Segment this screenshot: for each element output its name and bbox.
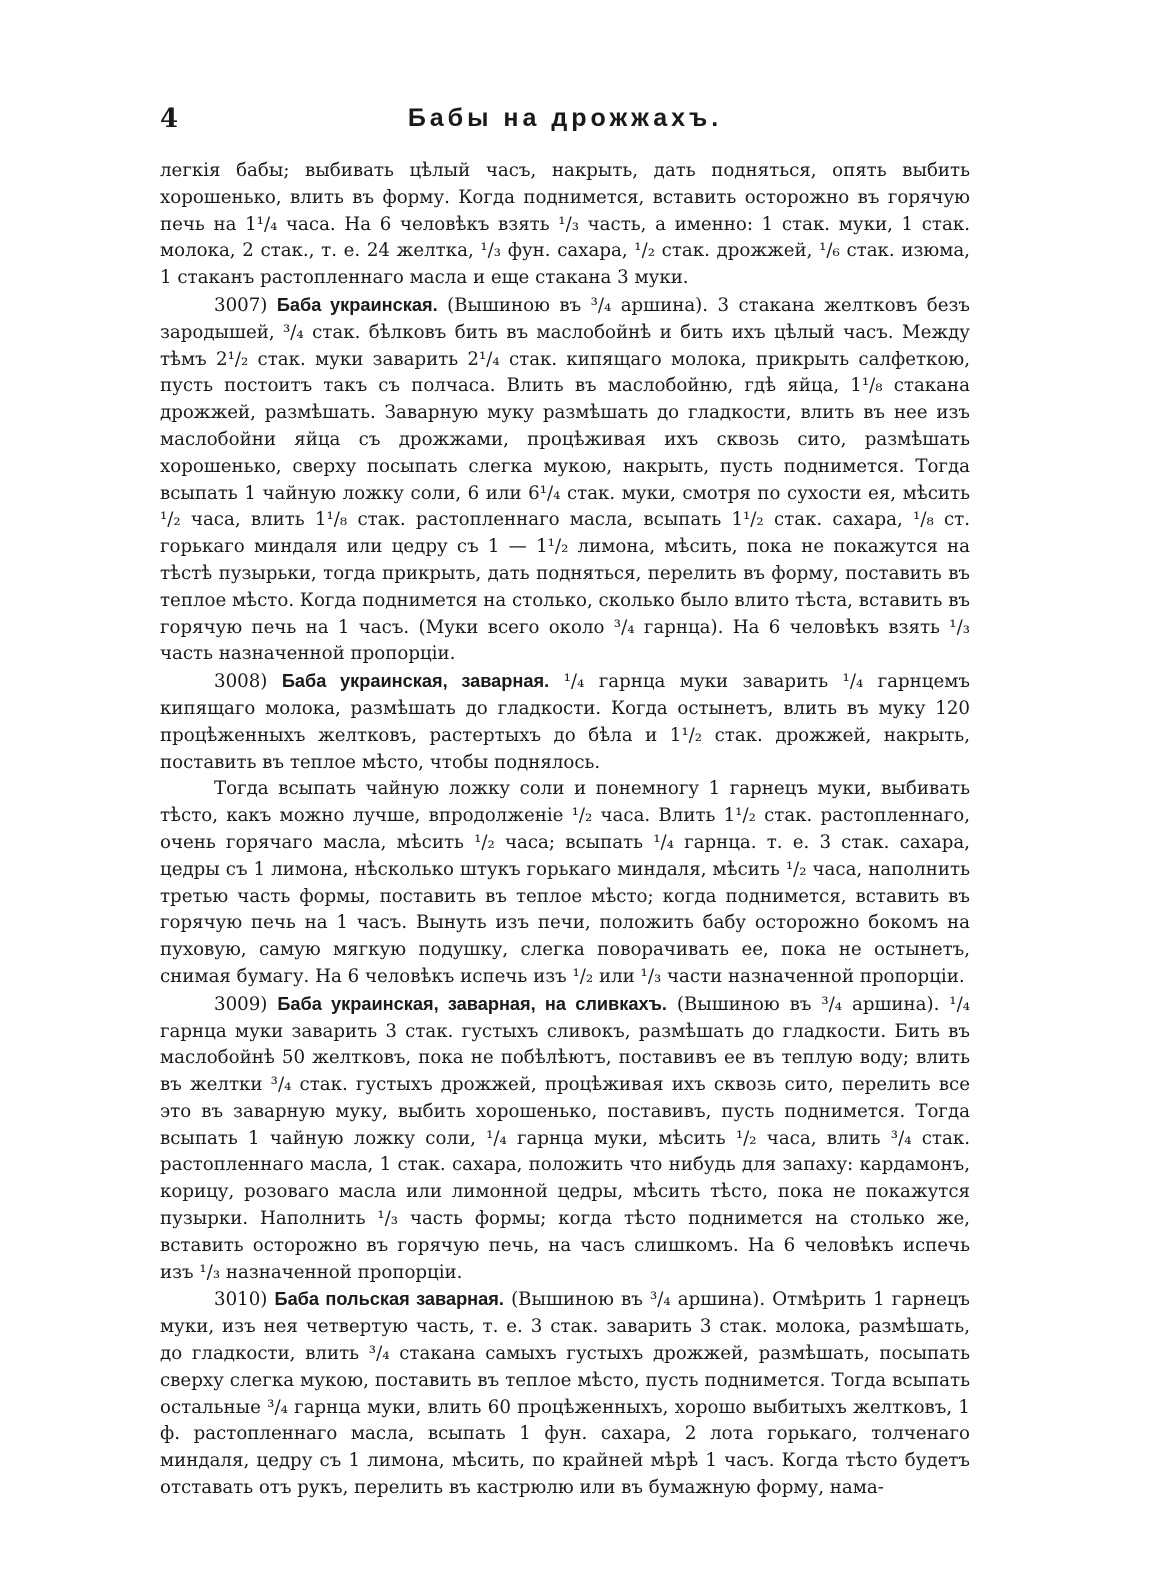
running-title: Бабы на дрожжахъ. <box>407 104 723 132</box>
recipe-3007 <box>160 292 970 668</box>
page-number: 4 <box>160 104 179 134</box>
recipe-text: ¹/₄ гарнца муки заварить ¹/₄ гарнцемъ кипящаго молока, размѣшать до гладкости. Когда остынетъ, влить въ муку 120 процѣженныхъ желтковъ, растертыхъ до бѣла и 1¹/₂ стак. дрожжей, накрыть, поставить въ теплое мѣсто, чтобы поднялось. <box>160 671 970 773</box>
recipe-number: 3009) <box>214 993 268 1015</box>
recipe-text: (Вышиною въ ³/₄ аршина). ¹/₄ гарнца муки заварить 3 стак. густыхъ сливокъ, размѣшать до гладкости. Бить въ маслобойнѣ 50 желтковъ, пока не побѣлѣютъ, поставивъ ее въ теплую воду; влить въ желтки ³/₄ стак. густыхъ дрожжей, процѣживая ихъ сквозь сито, перелить все это въ заварную муку, выбить хорошенько, поставивъ, пусть поднимется. Тогда всыпать 1 чайную ложку соли, ¹/₄ гарнца муки, мѣсить ¹/₂ часа, влить ³/₄ стак. растопленнаго масла, 1 стак. сахара, положить что нибудь для запаху: кардамонъ, корицу, розоваго масла или лимонной цедры, мѣсить тѣсто, пока не покажутся пузырки. Наполнить ¹/₃ часть формы; когда тѣсто поднимется на столько же, вставить осторожно въ горячую печь, на часъ слишкомъ. На 6 человѣкъ испечь изъ ¹/₃ назначенной пропорціи. <box>160 993 970 1283</box>
text-body <box>160 158 970 1502</box>
recipe-heading: Баба украинская, заварная. <box>281 671 550 692</box>
recipe-text: (Вышиною въ ³/₄ аршина). 3 стакана желтковъ безъ зародышей, ³/₄ стак. бѣлковъ бить въ маслобойнѣ и бить ихъ цѣлый часъ. Между тѣмъ 2¹/₂ стак. муки заварить 2¹/₄ стак. кипящаго молока, прикрыть салфеткою, пусть постоитъ такъ съ полчаса. Влить въ маслобойню, гдѣ яйца, 1¹/₈ стакана дрожжей, размѣшать. Заварную муку размѣшать до гладкости, влить въ нее изъ маслобойни яйца съ дрожжами, процѣживая ихъ сквозь сито, размѣшать хорошенько, сверху посыпать слегка мукою, накрыть, пусть поднимется. Тогда всыпать 1 чайную ложку соли, 6 или 6¹/₄ стак. муки, смотря по сухости ея, мѣсить ¹/₂ часа, влить 1¹/₈ стак. растопленнаго масла, всыпать 1¹/₂ стак. сахара, ¹/₈ ст. горькаго миндаля или цедру съ 1 — 1¹/₂ лимона, мѣсить, пока не покажутся на тѣстѣ пузырьки, тогда прикрыть, дать подняться, перелить въ форму, поставить въ теплое мѣсто. Когда поднимется на столько, сколько было влито тѣста, вставить въ горячую печь на 1 часъ. (Муки всего около ³/₄ гарнца). На 6 человѣкъ взять ¹/₃ часть назначенной пропорціи. <box>160 294 970 665</box>
recipe-3010 <box>160 1286 970 1501</box>
recipe-number: 3008) <box>214 671 268 693</box>
recipe-3009 <box>160 991 970 1287</box>
recipe-heading: Баба украинская. <box>276 294 438 315</box>
paragraph-text: легкія бабы; выбивать цѣлый часъ, накрыть, дать подняться, опять выбить хорошенько, влить въ форму. Когда поднимется, вставить осторожно въ горячую печь на 1¹/₄ часа. На 6 человѣкъ взять ¹/₃ часть, а именно: 1 стак. муки, 1 стак. молока, 2 стак., т. е. 24 желтка, ¹/₃ фун. сахара, ¹/₂ стак. дрожжей, ¹/₆ стак. изюма, 1 стаканъ растопленнаго масла и еще стакана 3 муки. <box>160 160 970 289</box>
paragraph-text: Тогда всыпать чайную ложку соли и понемногу 1 гарнецъ муки, выбивать тѣсто, какъ можно лучше, впродолженіе ¹/₂ часа. Влить 1¹/₂ стак. растопленнаго, очень горячаго масла, мѣсить ¹/₂ часа; всыпать ¹/₄ гарнца. т. е. 3 стак. сахара, цедры съ 1 лимона, нѣсколько штукъ горькаго миндаля, мѣсить ¹/₂ часа, наполнить третью часть формы, поставить въ теплое мѣсто; когда поднимется, вставить въ горячую печь на 1 часъ. Вынуть изъ печи, положить бабу осторожно бокомъ на пуховую, самую мягкую подушку, слегка поворачивать ее, пока не остынетъ, снимая бумагу. На 6 человѣкъ испечь изъ ¹/₂ или ¹/₃ части назначенной пропорціи. <box>160 778 970 987</box>
recipe-number: 3010) <box>214 1289 268 1311</box>
paragraph-continuation <box>160 158 970 292</box>
recipe-3008-continued <box>160 776 970 990</box>
recipe-3008 <box>160 668 970 776</box>
recipe-text: (Вышиною въ ³/₄ аршина). Отмѣрить 1 гарнецъ муки, изъ нея четвертую часть, т. е. 3 стак. заварить 3 стак. молока, размѣшать, до гладкости, влить ³/₄ стакана самыхъ густыхъ дрожжей, размѣшать, посыпать сверху слегка мукою, поставить въ теплое мѣсто, пусть поднимется. Тогда всыпать остальные ³/₄ гарнца муки, влить 60 процѣженныхъ, хорошо выбитыхъ желтковъ, 1 ф. растопленнаго масла, всыпать 1 фун. сахара, 2 лота горькаго, толченаго миндаля, цедру съ 1 лимона, мѣсить, по крайней мѣрѣ 1 часъ. Когда тѣсто будетъ отставать отъ рукъ, перелить въ кастрюлю или въ бумажную форму, нама- <box>160 1289 970 1499</box>
recipe-number: 3007) <box>214 294 268 316</box>
page-header <box>160 104 970 144</box>
recipe-heading: Баба польская заварная. <box>274 1289 504 1310</box>
recipe-heading: Баба украинская, заварная, на сливкахъ. <box>277 993 667 1014</box>
